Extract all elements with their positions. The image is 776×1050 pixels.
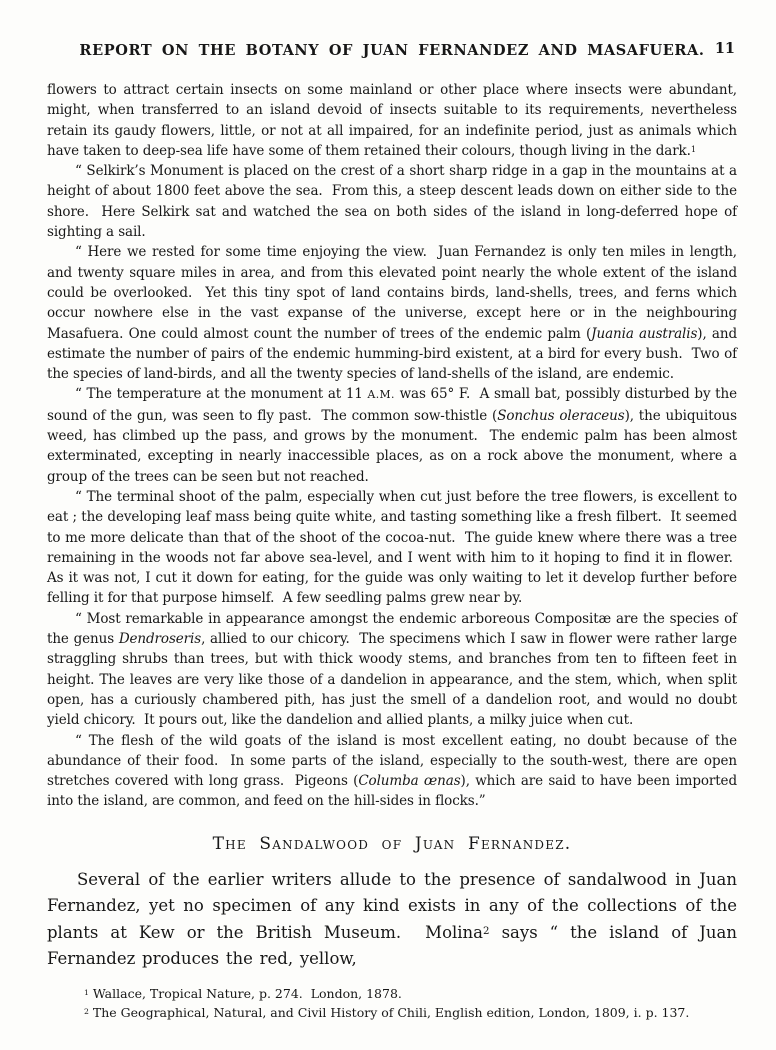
latin-name: Juania australis <box>591 325 698 342</box>
latin-name: Sonchus oleraceus <box>497 407 625 424</box>
text-run: Wallace, Tropical Nature, p. 274. London, 1878. <box>88 985 402 1001</box>
text-run: says “ the island of Juan Fernandez produces the red, yellow, <box>47 922 737 969</box>
text-run: ), the ubiquitous weed, has climbed up the pass, and grows by the monument. The endemic palm has been almost exterminated, excepting in nearly inaccessible places, as on a rock above the monument, where a group of the trees can be seen but not reached. <box>47 407 737 485</box>
footnote <box>47 1003 737 1022</box>
footnote-marker: 2 <box>483 925 490 937</box>
paragraph <box>47 384 737 486</box>
page-number: 11 <box>714 40 735 57</box>
text-run: A.M. <box>367 388 395 402</box>
paragraph <box>47 80 737 161</box>
latin-name: Columba œnas <box>358 773 461 790</box>
footnote-marker: 1 <box>84 987 89 997</box>
text-run: , allied to our chicory. The specimens which I saw in flower were rather large straggling shrubs than trees, but with thick woody stems, and branches from ten to fifteen feet in height. The leaves are very like those of a dandelion in appearance, and the stem, which, when split open, has a curiously chambered pith, has just the smell of a dandelion root, and would no doubt yield chicory. It pours out, like the dandelion and allied plants, a milky juice when cut. <box>47 631 738 729</box>
footnote-marker: 1 <box>690 143 697 154</box>
text-run: “ The temperature at the monument at 11 <box>75 386 368 403</box>
paragraph <box>47 731 737 812</box>
text-run: ), which are said to have been imported into the island, are common, and feed on the hill-sides in flocks.” <box>47 773 737 810</box>
text-run: was 65° F. A small bat, possibly disturbed by the sound of the gun, was seen to fly past. The common sow-thistle ( <box>47 386 737 424</box>
text-run: flowers to attract certain insects on some mainland or other place where insects were abundant, might, when transferred to an island devoid of insects suitable to its requirements, nevertheless retain its gaudy flowers, little, or not at all impaired, for an indefinite period, just as animals which have taken to deep-sea life have some of them retained their colours, though living in the dark. <box>47 82 737 159</box>
footnote-marker: 2 <box>84 1006 89 1016</box>
footnote <box>47 984 737 1003</box>
running-title: REPORT ON THE BOTANY OF JUAN FERNANDEZ AND MASAFUERA. <box>79 42 705 59</box>
section-heading: The Sandalwood of Juan Fernandez. <box>212 833 572 854</box>
text-run: The Geographical, Natural, and Civil History of Chili, English edition, London, 1809, i. p. 137. <box>88 1004 690 1020</box>
text-run: “ Here we rested for some time enjoying the view. Juan Fernandez is only ten miles in length, and twenty square miles in area, and from this elevated point nearly the whole extent of the island could be overlooked. Yet this tiny spot of land contains birds, land-shells, trees, and ferns which occur nowhere else in the vast expanse of the universe, except here or in the neighbouring Masafuera. One could almost count the number of trees of the endemic palm ( <box>47 244 737 342</box>
text-run: “ Most remarkable in appearance amongst the endemic arboreous Compositæ are the species of the genus <box>47 610 737 648</box>
section-paragraph <box>47 867 737 973</box>
text-run: “ The flesh of the wild goats of the island is most excellent eating, no doubt because of the abundance of their food. In some parts of the island, especially to the south-west, there are open stretches covered with long grass. Pigeons ( <box>47 732 737 790</box>
paragraph <box>47 609 737 731</box>
paragraph <box>47 242 737 384</box>
page-header <box>47 40 737 59</box>
paragraph <box>47 487 737 609</box>
text-run: ), and estimate the number of pairs of the endemic humming-bird existent, at a bird for every bush. Two of the species of land-birds, and all the twenty species of land-shells of the island, are endemic. <box>47 325 737 383</box>
body-text <box>47 80 737 812</box>
text-run: “ Selkirk’s Monument is placed on the crest of a short sharp ridge in a gap in the mountains at a height of about 1800 feet above the sea. From this, a steep descent leads down on either side to the shore. Here Selkirk sat and watched the sea on both sides of the island in long-deferred hope of sighting a sail. <box>47 163 737 241</box>
latin-name: Dendroseris <box>118 631 202 648</box>
footnotes <box>47 984 737 1022</box>
paragraph <box>47 161 737 242</box>
text-run: “ The terminal shoot of the palm, especially when cut just before the tree flowers, is excellent to eat ; the developing leaf mass being quite white, and tasting something like a fresh filbert. It seemed to me more delicate than that of the shoot of the cocoa-nut. The guide knew where there was a tree remaining in the woods not far above sea-level, and I went with him to it hoping to find it in flower. As it was not, I cut it down for eating, for the guide was only waiting to let it develop further before felling it for that purpose himself. A few seedling palms grew near by. <box>47 488 737 607</box>
text-run: Several of the earlier writers allude to the presence of sandalwood in Juan Fernandez, yet no specimen of any kind exists in any of the collections of the plants at Kew or the British Museum. Molina <box>47 869 737 942</box>
